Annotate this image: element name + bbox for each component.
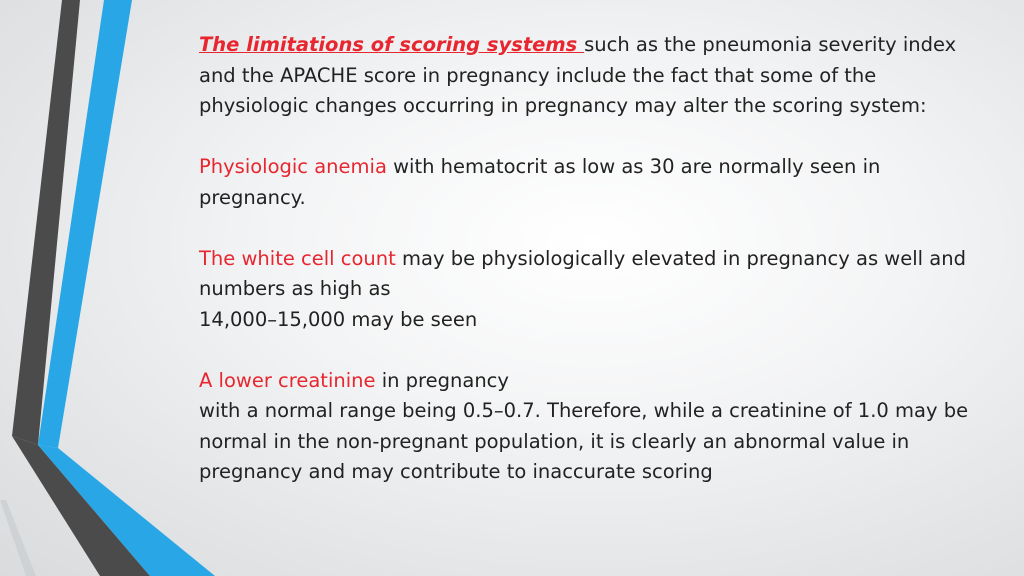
scoring-limitations-heading: The limitations of scoring systems — [199, 33, 585, 56]
creatinine-paragraph — [199, 366, 989, 488]
anemia-heading: Physiologic anemia — [199, 155, 387, 178]
white-cell-text: may be physiologically elevated in pregnancy as well and numbers as high as — [199, 246, 966, 300]
white-cell-heading: The white cell count — [199, 246, 396, 270]
slide-body — [199, 30, 989, 518]
anemia-text: with hematocrit as low as 30 are normally seen in pregnancy. — [199, 155, 881, 209]
creatinine-detail: with a normal range being 0.5–0.7. Therefore, while a creatinine of 1.0 may be normal in the non-pregnant population, it is clearly an abnormal value in pregnancy and may contribute to inaccurate scoring — [199, 399, 969, 483]
dark-lower-stripe — [12, 436, 150, 576]
scoring-limitations-text: such as the pneumonia severity index and the APACHE score in pregnancy include the fact that some of the physiologic changes occurring in pregnancy may alter the scoring system: — [199, 33, 957, 117]
scoring-limitations-paragraph — [199, 30, 989, 122]
white-cell-paragraph — [199, 244, 989, 336]
dark-stripe — [12, 0, 80, 445]
creatinine-text: in pregnancy — [375, 368, 509, 392]
creatinine-heading: A lower creatinine — [199, 368, 376, 392]
light-edge-stripe — [0, 500, 36, 576]
white-cell-range: 14,000–15,000 may be seen — [199, 307, 478, 331]
anemia-paragraph — [199, 152, 989, 213]
